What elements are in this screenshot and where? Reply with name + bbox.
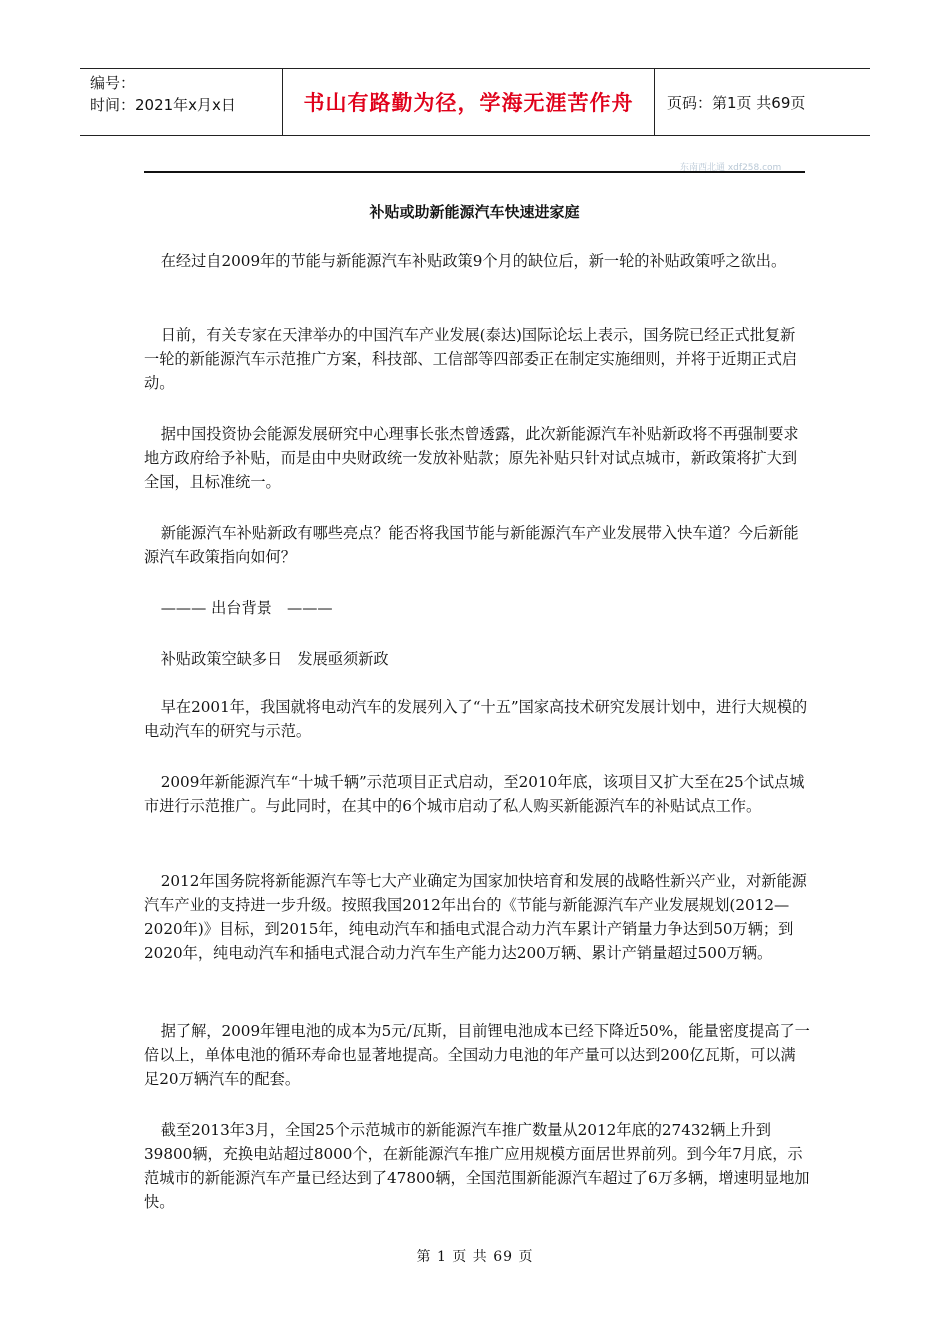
page-footer: 第 1 页 共 69 页 <box>416 1249 534 1265</box>
time-label: 时间：2021年x月x日 <box>90 96 236 114</box>
section-divider: ——— 出台背景 ——— <box>160 599 333 617</box>
paragraph: 据了解，2009年锂电池的成本为5元/瓦斯，目前锂电池成本已经下降近50%，能量密度提高了一倍以上，单体电池的循环寿命也显著地提高。全国动力电池的年产量可以达到200亿瓦斯，可以满足20万辆汽车的配套。 <box>144 1022 810 1088</box>
header-table <box>80 68 870 136</box>
paragraph: 新能源汽车补贴新政有哪些亮点？能否将我国节能与新能源汽车产业发展带入快车道？今后新能源汽车政策指向如何？ <box>144 524 799 566</box>
paragraph: 早在2001年，我国就将电动汽车的发展列入了“十五”国家高技术研究发展计划中，进行大规模的电动汽车的研究与示范。 <box>144 698 808 740</box>
paragraph: 在经过自2009年的节能与新能源汽车补贴政策9个月的缺位后，新一轮的补贴政策呼之欲出。 <box>160 252 787 270</box>
motto-text: 书山有路勤为径，学海无涯苦作舟 <box>303 91 634 115</box>
paragraph: 2012年国务院将新能源汽车等七大产业确定为国家加快培育和发展的战略性新兴产业，对新能源汽车产业的支持进一步升级。按照我国2012年出台的《节能与新能源汽车产业发展规划(2012—2020年)》目标，到2015年，纯电动汽车和插电式混合动力汽车累计产销量力争达到50万辆；到2020年，纯电动汽车和插电式混合动力汽车生产能力达200万辆、累计产销量超过500万辆。 <box>144 872 807 962</box>
section-subtitle: 补贴政策空缺多日 发展亟须新政 <box>160 650 389 668</box>
paragraph: 截至2013年3月，全国25个示范城市的新能源汽车推广数量从2012年底的27432辆上升到39800辆，充换电站超过8000个，在新能源汽车推广应用规模方面居世界前列。到今年7月底，示范城市的新能源汽车产量已经达到了47800辆，全国范围新能源汽车超过了6万多辆，增速明显地加快。 <box>144 1121 810 1211</box>
page-info-text: 页码：第1页 共69页 <box>667 93 806 112</box>
header-meta-cell <box>80 69 282 135</box>
watermark-text: 东南西北通 xdf258.com <box>680 163 782 173</box>
article-title: 补贴或助新能源汽车快速进家庭 <box>369 203 580 221</box>
paragraph: 日前，有关专家在天津举办的中国汽车产业发展(泰达)国际论坛上表示，国务院已经正式批复新一轮的新能源汽车示范推广方案，科技部、工信部等四部委正在制定实施细则，并将于近期正式启动。 <box>144 326 798 392</box>
header-rule <box>144 171 805 173</box>
number-label: 编号： <box>90 74 136 92</box>
motto-cell <box>282 69 655 135</box>
paragraph: 2009年新能源汽车“十城千辆”示范项目正式启动，至2010年底，该项目又扩大至在25个试点城市进行示范推广。与此同时，在其中的6个城市启动了私人购买新能源汽车的补贴试点工作。 <box>144 773 805 815</box>
paragraph: 据中国投资协会能源发展研究中心理事长张杰曾透露，此次新能源汽车补贴新政将不再强制要求地方政府给予补贴，而是由中央财政统一发放补贴款；原先补贴只针对试点城市，新政策将扩大到全国，且标准统一。 <box>144 425 799 491</box>
page-info-cell <box>655 69 870 135</box>
